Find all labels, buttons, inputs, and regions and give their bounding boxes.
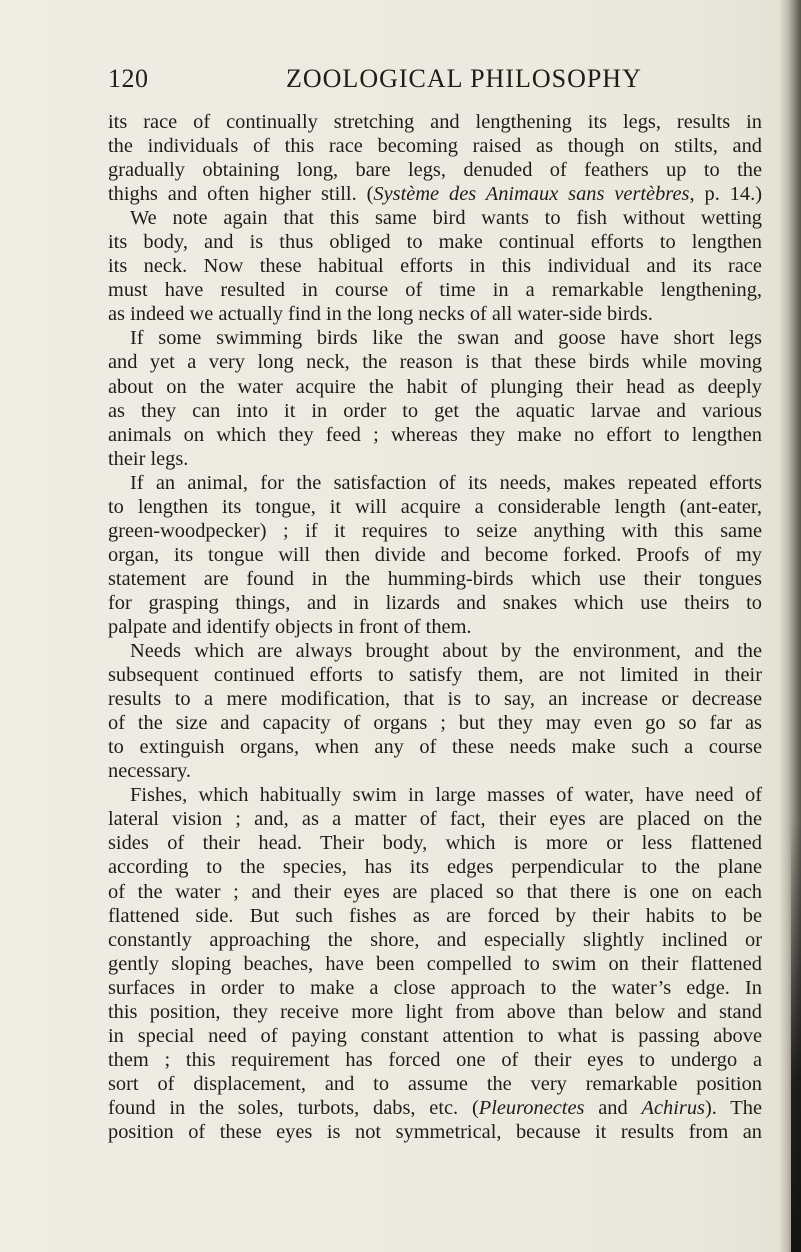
text-line: If an animal, for the satisfaction of its needs, makes repeated efforts xyxy=(130,471,762,494)
text-line: sort of displacement, and to assume the very remarkable position xyxy=(108,1072,762,1095)
text-line: flattened side. But such fishes as are forced by their habits to be xyxy=(108,904,762,927)
body-text xyxy=(108,110,762,1144)
text-line-with-genera xyxy=(108,1096,762,1120)
text-line: results to a mere modification, that is to say, an increase or decrease xyxy=(108,688,762,711)
text-line: to lengthen its tongue, it will acquire a considerable length (ant-eater, xyxy=(108,495,762,518)
text-line: Fishes, which habitually swim in large masses of water, have need of xyxy=(130,784,762,807)
text-line: must have resulted in course of time in a remarkable lengthening, xyxy=(108,279,762,302)
text-line: as they can into it in order to get the aquatic larvae and various xyxy=(108,399,762,422)
text-line: in special need of paying constant attention to what is passing above xyxy=(108,1024,762,1047)
genus-open: ( xyxy=(471,1096,479,1119)
text-line: green-woodpecker) ; if it requires to seize anything with this same xyxy=(108,519,762,542)
text-line: as indeed we actually find in the long necks of all water-side birds. xyxy=(108,303,653,326)
text-line: their legs. xyxy=(108,447,189,470)
page-number: 120 xyxy=(108,64,149,93)
text-line: the individuals of this race becoming raised as though on stilts, and xyxy=(108,135,762,158)
citation-page: , p. 14.) xyxy=(689,183,762,206)
text-line: its neck. Now these habitual efforts in this individual and its race xyxy=(108,255,762,278)
text-line: position of these eyes is not symmetrical, because it results from an xyxy=(108,1120,762,1143)
text-line: palpate and identify objects in front of them. xyxy=(108,615,472,638)
sentence-start: The xyxy=(730,1096,762,1119)
text-line: subsequent continued efforts to satisfy them, are not limited in their xyxy=(108,664,762,687)
genus-and: and xyxy=(584,1096,642,1119)
text-line: according to the species, has its edges perpendicular to the plane xyxy=(108,856,762,879)
genus-close: ). xyxy=(704,1096,717,1119)
citation-title: Système des Animaux sans vertèbres xyxy=(373,183,690,206)
text-line-with-citation xyxy=(108,182,762,206)
text-line: its body, and is thus obliged to make continual efforts to lengthen xyxy=(108,231,762,254)
text-line: them ; this requirement has forced one of their eyes to undergo a xyxy=(108,1048,762,1071)
text-line: for grasping things, and in lizards and snakes which use theirs to xyxy=(108,591,762,614)
text-line: of the size and capacity of organs ; but they may even go so far as xyxy=(108,712,762,735)
running-head: ZOOLOGICAL PHILOSOPHY xyxy=(286,64,642,93)
text-line: surfaces in order to make a close approach to the water’s edge. In xyxy=(108,976,762,999)
text-line: about on the water acquire the habit of plunging their head as deeply xyxy=(108,375,762,398)
text-line: If some swimming birds like the swan and goose have short legs xyxy=(130,327,762,350)
text-line: lateral vision ; and, as a matter of fact, their eyes are placed on the xyxy=(108,808,762,831)
page-header xyxy=(108,64,768,100)
genus-achirus: Achirus xyxy=(641,1096,705,1119)
citation-open: ( xyxy=(366,183,374,206)
text-line: Needs which are always brought about by the environment, and the xyxy=(130,640,762,663)
text-line: animals on which they feed ; whereas they make no effort to lengthen xyxy=(108,423,762,446)
text-fragment: found in the soles, turbots, dabs, etc. xyxy=(108,1096,459,1119)
binding-shadow xyxy=(791,820,801,1252)
text-line: of the water ; and their eyes are placed so that there is one on each xyxy=(108,880,762,903)
text-line: to extinguish organs, when any of these needs make such a course xyxy=(108,736,762,759)
text-line: We note again that this same bird wants to fish without wetting xyxy=(130,207,762,230)
text-line: gently sloping beaches, have been compelled to swim on their flattened xyxy=(108,952,762,975)
text-line: necessary. xyxy=(108,760,192,783)
text-line: this position, they receive more light from above than below and stand xyxy=(108,1000,762,1023)
text-line: sides of their head. Their body, which is more or less flattened xyxy=(108,832,762,855)
text-line: statement are found in the humming-birds which use their tongues xyxy=(108,567,762,590)
text-line: its race of continually stretching and lengthening its legs, results in xyxy=(108,111,762,133)
genus-pleuronectes: Pleuronectes xyxy=(478,1096,585,1119)
text-line: organ, its tongue will then divide and become forked. Proofs of my xyxy=(108,543,762,566)
text-fragment: thighs and often higher still. xyxy=(108,183,357,206)
text-line: and yet a very long neck, the reason is that these birds while moving xyxy=(108,351,762,374)
text-line: constantly approaching the shore, and especially slightly inclined or xyxy=(108,928,762,951)
text-line: gradually obtaining long, bare legs, denuded of feathers up to the xyxy=(108,159,762,182)
